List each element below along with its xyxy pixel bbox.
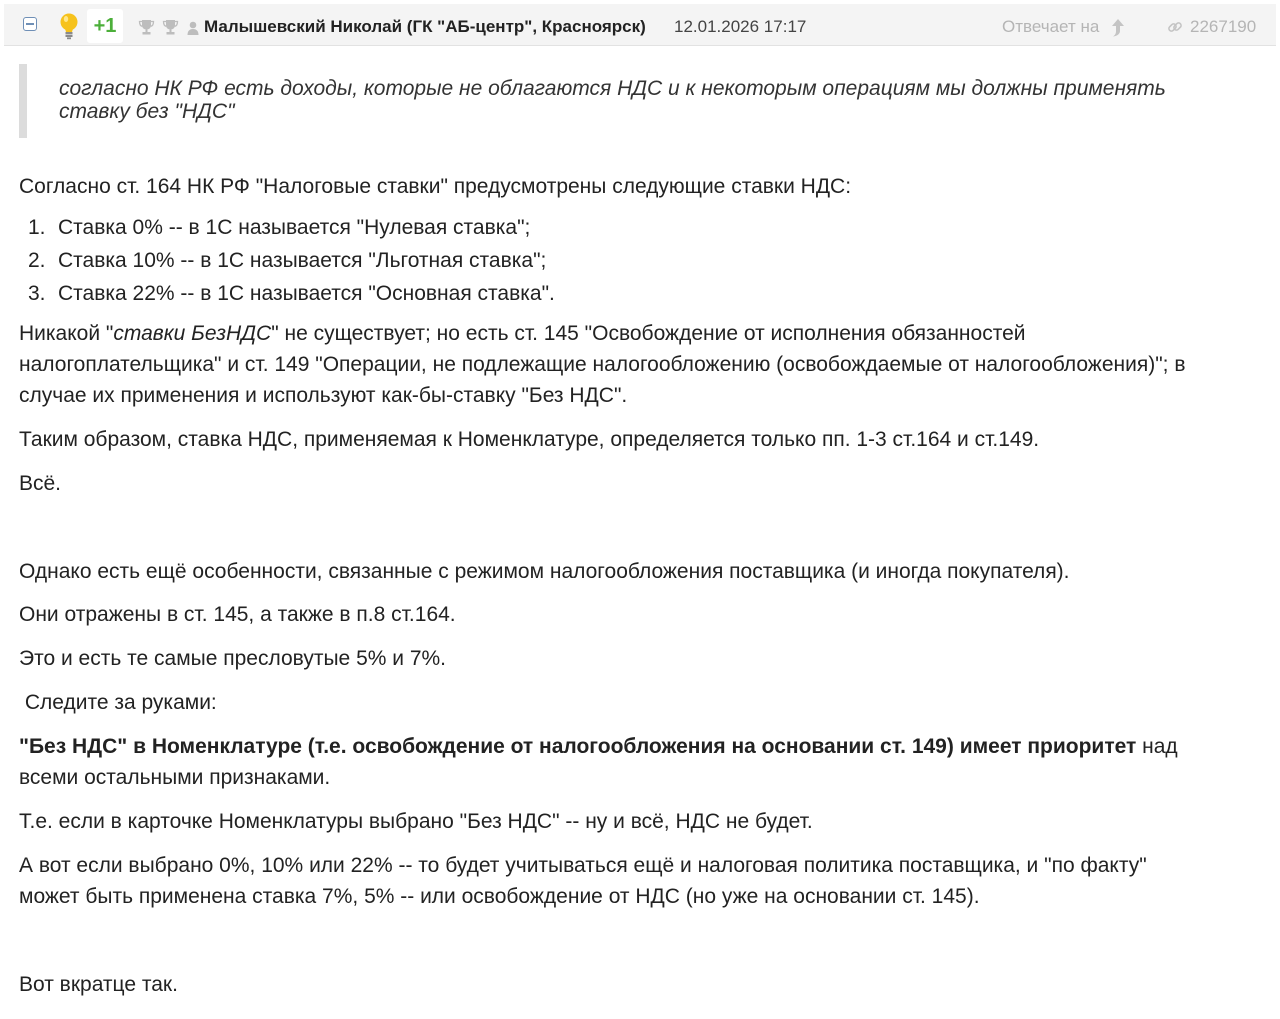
paragraph: Это и есть те самые пресловутые 5% и 7%.: [19, 647, 447, 670]
reply-arrow-icon[interactable]: [1110, 18, 1126, 38]
paragraph-line: А вот если выбрано 0%, 10% или 22% -- то будет учитываться ещё и налоговая политика поставщика, и "по факту": [19, 854, 1147, 877]
text-segment: Никакой ": [19, 322, 114, 345]
paragraph-line: всеми остальными признаками.: [19, 766, 331, 789]
paragraph: Т.е. если в карточке Номенклатуры выбрано "Без НДС" -- ну и всё, НДС не будет.: [19, 810, 813, 833]
paragraph-line: налогоплательщика" и ст. 149 "Операции, не подлежащие налогообложению (освобождаемые от налогообложения)"; в: [19, 353, 1186, 376]
paragraph-intro: Согласно ст. 164 НК РФ "Налоговые ставки" предусмотрены следующие ставки НДС:: [19, 175, 852, 198]
plus-one-button[interactable]: +1: [87, 9, 123, 43]
paragraph-line: может быть применена ставка 7%, 5% -- или освобождение от НДС (но уже на основании ст. 145).: [19, 885, 980, 908]
post-header: [4, 4, 1276, 46]
paragraph: Таким образом, ставка НДС, применяемая к Номенклатуре, определяется только пп. 1-3 ст.164 и ст.149.: [19, 428, 1040, 451]
message-id[interactable]: 2267190: [1190, 17, 1257, 36]
trophy-icon[interactable]: [138, 19, 155, 35]
paragraph-line: [19, 731, 1178, 762]
list-item: [28, 245, 546, 276]
paragraph: Следите за руками:: [19, 691, 217, 714]
paragraph: Всё.: [19, 472, 62, 495]
link-icon[interactable]: [1167, 19, 1183, 35]
bold-segment: "Без НДС" в Номенклатуре (т.е. освобождение от налогообложения на основании ст. 149) имеет приоритет: [19, 735, 1137, 758]
italic-segment: ставки БезНДС: [113, 322, 272, 345]
user-icon: [187, 21, 199, 35]
paragraph-line: [19, 318, 1026, 349]
collapse-icon[interactable]: [23, 17, 37, 31]
post-date: 12.01.2026 17:17: [674, 17, 807, 36]
text-segment: над: [1136, 735, 1178, 758]
lightbulb-icon[interactable]: [57, 12, 81, 40]
list-text: Ставка 0% -- в 1С называется "Нулевая ставка";: [58, 216, 531, 239]
list-number: 1.: [28, 216, 46, 239]
list-text: Ставка 10% -- в 1С называется "Льготная ставка";: [58, 249, 547, 272]
paragraph: Они отражены в ст. 145, а также в п.8 ст.164.: [19, 603, 456, 626]
list-item: [28, 212, 530, 243]
list-text: Ставка 22% -- в 1С называется "Основная ставка".: [58, 282, 555, 305]
list-item: [28, 278, 555, 309]
author-name[interactable]: Малышевский Николай (ГК "АБ-центр", Красноярск): [204, 17, 646, 36]
reply-to-label[interactable]: Отвечает на: [1002, 17, 1100, 36]
quoted-text: согласно НК РФ есть доходы, которые не облагаются НДС и к некоторым операциям мы должны применять ставку без "НДС": [19, 64, 1239, 138]
trophy-icon[interactable]: [162, 19, 179, 35]
paragraph: Однако есть ещё особенности, связанные с режимом налогообложения поставщика (и иногда покупателя).: [19, 560, 1070, 583]
paragraph-line: случае их применения и используют как-бы-ставку "Без НДС".: [19, 384, 628, 407]
text-segment: " не существует; но есть ст. 145 "Освобождение от исполнения обязанностей: [271, 322, 1026, 345]
list-number: 2.: [28, 249, 46, 272]
paragraph: Вот вкратце так.: [19, 973, 178, 996]
list-number: 3.: [28, 282, 46, 305]
